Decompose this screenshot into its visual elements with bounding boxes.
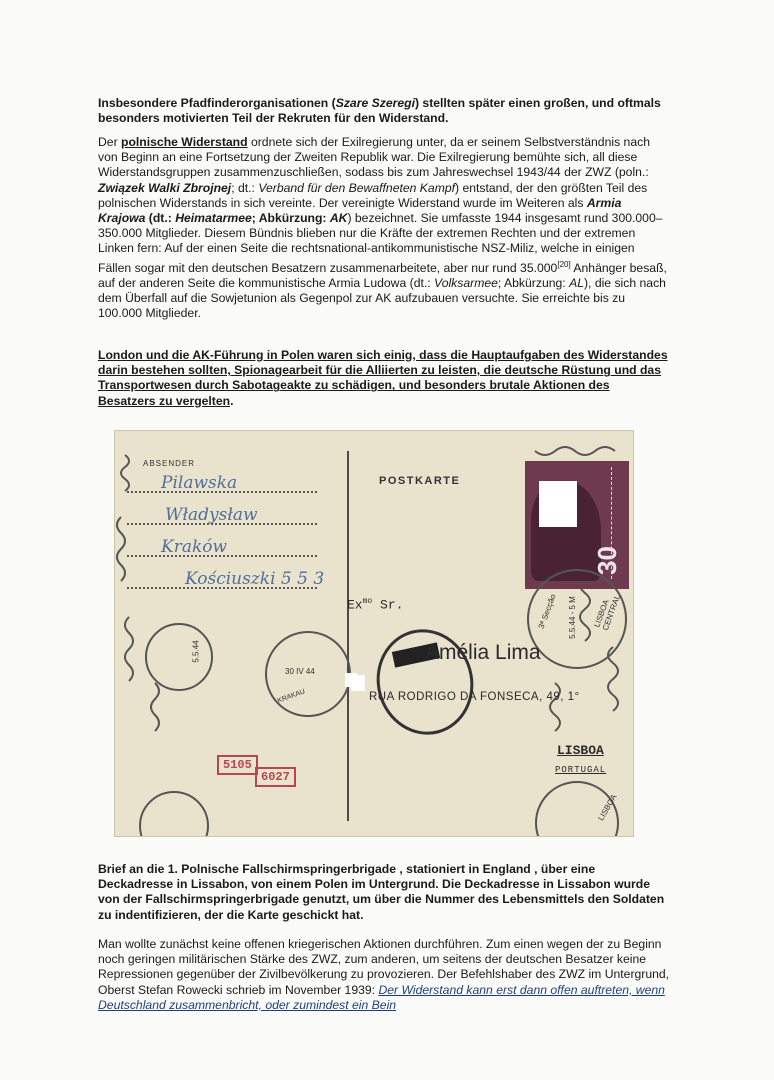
text-run: ; Abkürzung:: [497, 275, 570, 290]
exmo-label: [347, 597, 403, 612]
exmo-sup: mo: [362, 597, 373, 606]
stamp-border-text: [611, 467, 626, 579]
recipient-city: LISBOA: [557, 743, 604, 758]
redaction-box: [351, 675, 365, 691]
postcard-image: [114, 430, 634, 837]
postmark-lisbon-date: 5.5.44 - 5 M: [567, 596, 577, 639]
text-run: ; dt.:: [231, 180, 259, 195]
al-term: AL: [569, 275, 584, 290]
footnote-ref[interactable]: [20]: [557, 259, 571, 269]
paragraph-strategy: [98, 937, 670, 1013]
ak-term: AK: [329, 211, 348, 226]
heimatarmee-term: Heimatarmee: [175, 211, 252, 226]
sender-city: Kraków: [161, 537, 228, 557]
stamp-value: 30: [591, 546, 622, 575]
text-run: ) entstand, der den größten Teil des polnischen Widerstands in sich vereinte. Der vereinigte Widerstand wurde im Weiteren als: [98, 180, 648, 210]
intro-heading: [98, 96, 670, 126]
absender-label: ABSENDER: [143, 459, 196, 468]
szare-szeregi-term: Szare Szeregi: [335, 96, 415, 110]
text-run: Man wollte zunächst keine offenen kriegerischen Aktionen durchführen. Zum einen wegen der zu Beginn noch geringen militärischen Stärke des ZWZ, zum anderen, um seitens der deutschen Besatzer keine Repressionen gegenüber der Zivilbevölkerung zu provozieren. Der Befehlshaber des ZWZ im Untergrund, Oberst Stefan Rowecki schrieb im November 1939:: [98, 937, 670, 997]
text-run: Anhänger besaß, auf der anderen Seite die kommunistische Armia Ludowa (dt.:: [98, 260, 667, 290]
sender-name: Pilawska: [161, 473, 238, 493]
paragraph-resistance: [98, 135, 670, 322]
postmark-krakau-date: 30 IV 44: [285, 667, 315, 676]
censor-box-2: 6027: [255, 767, 296, 787]
censor-box-1: 5105: [217, 755, 258, 775]
postmark-krakau-text: KRAKAU: [276, 688, 307, 705]
postkarte-label: POSTKARTE: [379, 475, 461, 487]
text-run: Der: [98, 135, 122, 149]
recipient-name: Amélia Lima: [425, 641, 541, 664]
postmark-lisbon-side: 3ª Secção: [536, 592, 558, 631]
postmark-left-date: 5.5.44: [191, 640, 201, 663]
postmark-bottom-text: LISBOA: [596, 792, 619, 823]
text-run: ), die sich nach dem Überfall auf die Sowjetunion als Gegenpol zur AK aufzubauen versuchte. Sie erreichte bis zu 100.000 Mitglieder.: [98, 275, 666, 321]
sr-text: Sr.: [380, 597, 404, 613]
armia-krajowa-term: Armia Krajowa: [98, 195, 622, 226]
text-run: .: [230, 393, 234, 408]
sender-street: Kościuszki 5 5 3: [185, 569, 325, 589]
intro-text-line2: oftmals besonders motivierten Teil der Rekruten für den Widerstand.: [98, 96, 661, 126]
postmark-left: [145, 623, 213, 691]
polnische-widerstand-link[interactable]: polnische Widerstand: [121, 135, 248, 149]
rowecki-quote: Der Widerstand kann erst dann offen auftreten, wenn Deutschland zusammenbricht, oder zumindest ein Bein: [98, 982, 665, 1012]
recipient-street: RUA RODRIGO DA FONSECA, 49, 1°: [369, 691, 580, 703]
redaction-box: [539, 481, 577, 527]
recipient-country: PORTUGAL: [555, 765, 607, 775]
text-run: ) bezeichnet. Sie umfasste 1944 insgesamt rund 300.000–350.000 Mitglieder. Diesem Bündnis blieben nur die Kräfte der extremen Rechten und der extremen Linken fern: Auf der einen Seite die rechtsnational-antikommunistische NSZ-Miliz, welche in einigen Fällen sogar mit den deutschen Besatzern zusammenarbeitete, aber nur rund 35.000: [98, 211, 663, 275]
volksarmee-term: Volksarmee: [434, 275, 498, 290]
text-run: ; Abkürzung:: [251, 211, 330, 226]
text-run: (dt.:: [145, 211, 176, 226]
verband-term: Verband für den Bewaffneten Kampf: [258, 180, 456, 195]
postmark-lisbon-text: LISBOA CENTRAL: [592, 593, 623, 632]
intro-text: Insbesondere Pfadfinderorganisationen (: [98, 96, 336, 110]
zwz-term: Związek Walki Zbrojnej: [98, 180, 232, 195]
intro-text-cont: ) stellten später einen großen, und: [414, 96, 615, 110]
postcard-caption: Brief an die 1. Polnische Fallschirmspringerbrigade , stationiert in England , über eine Deckadresse in Lissabon, von einem Polen im Untergrund. Die Deckadresse in Lissabon wurde von der Fallschirmspringerbrigade genutzt, um über die Nummer des Lebensmittels den Soldaten zu indentifizieren, der die Karte geschickt hat.: [98, 862, 665, 922]
exmo-text: Ex: [347, 597, 363, 613]
text-run: ordnete sich der Exilregierung unter, da er seinem Selbstverständnis nach von Beginn an eine Fortsetzung der Zweiten Republik war. Die Exilregierung bemühte sich, all diese Widerstandsgruppen zusammenzuschließen, sodass bis zum Jahreswechsel 1943/44 der ZWZ (poln.:: [98, 135, 650, 180]
paragraph-tasks: [98, 348, 670, 409]
sender-firstname: Władysław: [165, 505, 258, 525]
tasks-text: London und die AK-Führung in Polen waren sich einig, dass die Hauptaufgaben des Widerstandes darin bestehen sollten, Spionagearbeit für die Alliierten zu leisten, die deutsche Rüstung und das Transportwesen durch Sabotageakte zu schädigen, und besonders brutale Aktionen des Besatzers zu vergelten: [98, 348, 668, 408]
